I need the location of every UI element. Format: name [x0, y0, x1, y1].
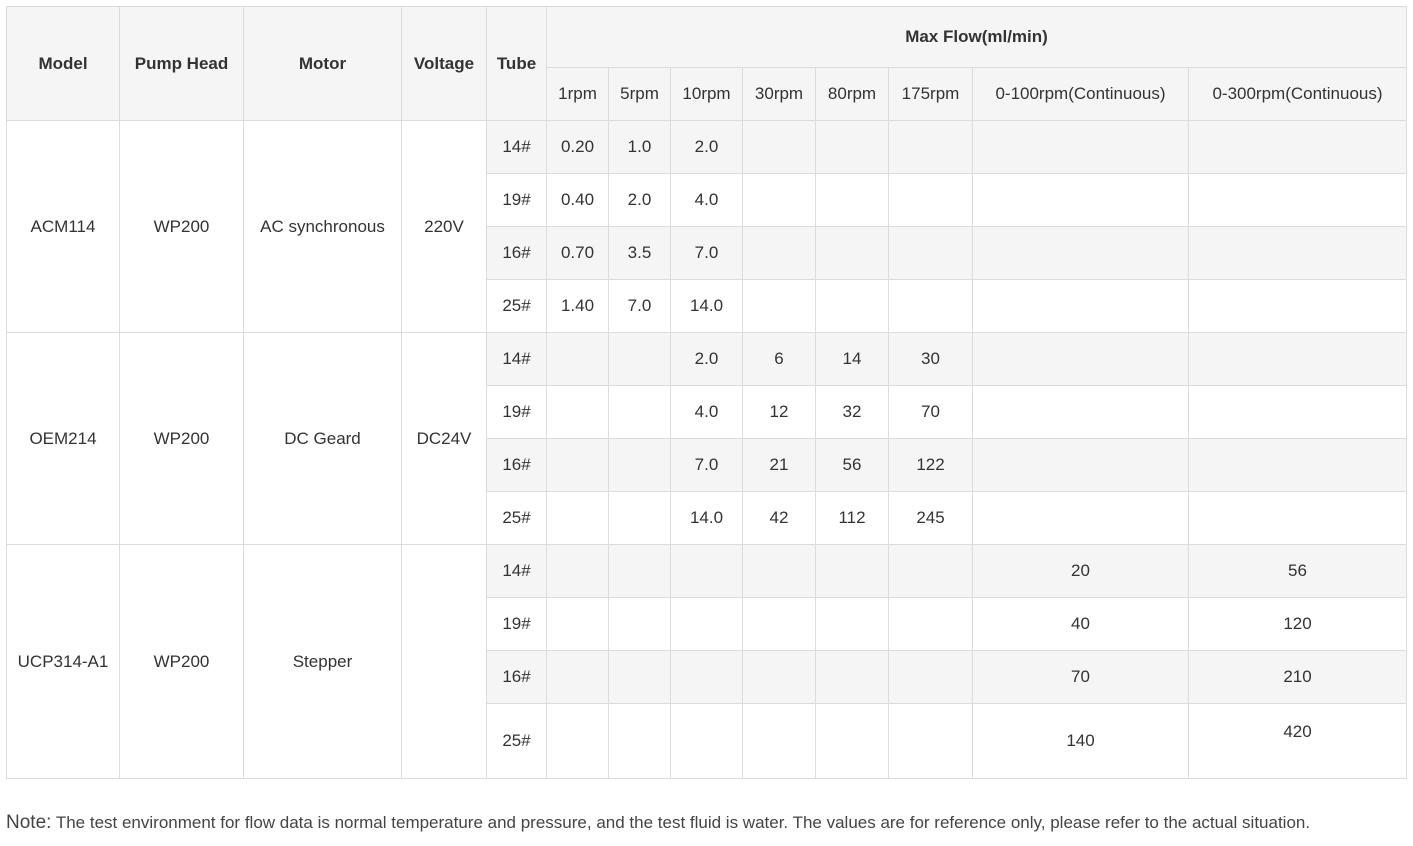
flow-value-cell: 56	[816, 439, 889, 492]
flow-value-cell: 40	[973, 598, 1189, 651]
tube-cell: 25#	[487, 492, 547, 545]
flow-value-cell	[816, 704, 889, 779]
flow-value-cell	[973, 439, 1189, 492]
flow-value-cell: 7.0	[609, 280, 671, 333]
flow-value-cell	[671, 598, 743, 651]
flow-value-cell: 140	[973, 704, 1189, 779]
pump-head-cell: WP200	[120, 545, 244, 779]
flow-value-cell	[889, 280, 973, 333]
tube-cell: 16#	[487, 227, 547, 280]
flow-value-cell	[743, 174, 816, 227]
flow-value-cell: 245	[889, 492, 973, 545]
flow-value-cell	[973, 121, 1189, 174]
header-max-flow: Max Flow(ml/min)	[547, 7, 1407, 68]
flow-value-cell	[973, 333, 1189, 386]
flow-value-cell: 21	[743, 439, 816, 492]
flow-value-cell	[743, 651, 816, 704]
flow-value-cell	[609, 704, 671, 779]
flow-value-cell	[816, 280, 889, 333]
voltage-cell	[402, 545, 487, 779]
tube-cell: 14#	[487, 333, 547, 386]
flow-value-cell: 4.0	[671, 174, 743, 227]
flow-value-cell: 210	[1189, 651, 1407, 704]
flow-value-cell	[547, 545, 609, 598]
note-text: The test environment for flow data is normal temperature and pressure, and the test fluid is water. The values are for reference only, please refer to the actual situation.	[51, 813, 1311, 832]
motor-cell: DC Geard	[244, 333, 402, 545]
model-cell: OEM214	[7, 333, 120, 545]
flow-value-cell: 0.20	[547, 121, 609, 174]
flow-value-cell: 70	[973, 651, 1189, 704]
flow-value-cell: 420	[1189, 704, 1407, 779]
voltage-cell: DC24V	[402, 333, 487, 545]
flow-value-cell: 1.0	[609, 121, 671, 174]
flow-value-cell	[609, 598, 671, 651]
flow-value-cell	[609, 651, 671, 704]
flow-value-cell	[889, 704, 973, 779]
flow-value-cell	[973, 386, 1189, 439]
flow-value-cell	[1189, 492, 1407, 545]
model-cell: ACM114	[7, 121, 120, 333]
flow-value-cell	[816, 174, 889, 227]
header-motor: Motor	[244, 7, 402, 121]
flow-value-cell	[973, 280, 1189, 333]
flow-value-cell: 122	[889, 439, 973, 492]
flow-value-cell	[1189, 227, 1407, 280]
flow-value-cell	[671, 704, 743, 779]
flow-value-cell	[1189, 439, 1407, 492]
flow-value-cell: 4.0	[671, 386, 743, 439]
header-pump-head: Pump Head	[120, 7, 244, 121]
header-speed: 10rpm	[671, 68, 743, 121]
tube-cell: 16#	[487, 651, 547, 704]
flow-value-cell: 20	[973, 545, 1189, 598]
flow-value-cell	[743, 598, 816, 651]
flow-value-cell: 12	[743, 386, 816, 439]
flow-value-cell: 14	[816, 333, 889, 386]
flow-value-cell: 2.0	[671, 333, 743, 386]
flow-value-cell	[1189, 280, 1407, 333]
table-row	[7, 333, 1407, 386]
flow-value-cell: 2.0	[671, 121, 743, 174]
header-speed: 5rpm	[609, 68, 671, 121]
table-row	[7, 121, 1407, 174]
flow-value-cell	[816, 545, 889, 598]
flow-value-cell	[1189, 333, 1407, 386]
tube-cell: 19#	[487, 598, 547, 651]
header-speed: 0-100rpm(Continuous)	[973, 68, 1189, 121]
flow-value-cell: 70	[889, 386, 973, 439]
flow-value-cell	[816, 651, 889, 704]
flow-value-cell	[889, 598, 973, 651]
header-model: Model	[7, 7, 120, 121]
flow-value-cell	[743, 121, 816, 174]
table-body	[7, 121, 1407, 779]
flow-value-cell: 30	[889, 333, 973, 386]
flow-value-cell: 112	[816, 492, 889, 545]
flow-value-cell	[889, 651, 973, 704]
flow-value-cell	[973, 174, 1189, 227]
flow-value-cell	[816, 121, 889, 174]
flow-value-cell	[743, 545, 816, 598]
flow-value-cell	[547, 492, 609, 545]
flow-value-cell: 56	[1189, 545, 1407, 598]
header-speed: 0-300rpm(Continuous)	[1189, 68, 1407, 121]
flow-value-cell: 42	[743, 492, 816, 545]
flow-value-cell	[671, 651, 743, 704]
flow-value-cell	[609, 545, 671, 598]
header-speed: 80rpm	[816, 68, 889, 121]
flow-value-cell	[1189, 174, 1407, 227]
voltage-cell: 220V	[402, 121, 487, 333]
flow-value-cell: 1.40	[547, 280, 609, 333]
flow-value-cell	[973, 492, 1189, 545]
flow-value-cell	[547, 439, 609, 492]
flow-value-cell	[547, 386, 609, 439]
flow-value-cell	[816, 598, 889, 651]
flow-value-cell: 2.0	[609, 174, 671, 227]
pump-head-cell: WP200	[120, 121, 244, 333]
flow-value-cell	[1189, 386, 1407, 439]
flow-value-cell	[889, 545, 973, 598]
flow-value-cell	[889, 227, 973, 280]
tube-cell: 14#	[487, 545, 547, 598]
tube-cell: 19#	[487, 174, 547, 227]
flow-value-cell	[547, 598, 609, 651]
flow-value-cell: 3.5	[609, 227, 671, 280]
note-label: Note:	[6, 812, 52, 833]
flow-value-cell	[816, 227, 889, 280]
tube-cell: 25#	[487, 280, 547, 333]
tube-cell: 16#	[487, 439, 547, 492]
flow-value-cell	[671, 545, 743, 598]
flow-value-cell: 0.70	[547, 227, 609, 280]
table-row	[7, 545, 1407, 598]
pump-head-cell: WP200	[120, 333, 244, 545]
motor-cell: Stepper	[244, 545, 402, 779]
flow-value-cell: 7.0	[671, 439, 743, 492]
flow-value-cell	[743, 704, 816, 779]
header-speed: 1rpm	[547, 68, 609, 121]
flow-value-cell	[743, 227, 816, 280]
model-cell: UCP314-A1	[7, 545, 120, 779]
flow-value-cell	[609, 333, 671, 386]
tube-cell: 19#	[487, 386, 547, 439]
flow-value-cell	[889, 121, 973, 174]
flow-value-cell: 14.0	[671, 492, 743, 545]
flow-spec-table	[6, 6, 1407, 779]
header-voltage: Voltage	[402, 7, 487, 121]
flow-value-cell: 32	[816, 386, 889, 439]
flow-value-cell	[889, 174, 973, 227]
flow-value-cell: 0.40	[547, 174, 609, 227]
flow-value-cell	[973, 227, 1189, 280]
flow-value-cell	[609, 439, 671, 492]
flow-value-cell: 14.0	[671, 280, 743, 333]
flow-value-cell	[547, 704, 609, 779]
flow-value-cell	[609, 492, 671, 545]
flow-value-cell: 7.0	[671, 227, 743, 280]
flow-value-cell	[1189, 121, 1407, 174]
flow-value-cell: 120	[1189, 598, 1407, 651]
flow-value-cell: 6	[743, 333, 816, 386]
flow-value-cell	[547, 651, 609, 704]
flow-value-cell	[547, 333, 609, 386]
motor-cell: AC synchronous	[244, 121, 402, 333]
tube-cell: 14#	[487, 121, 547, 174]
tube-cell: 25#	[487, 704, 547, 779]
flow-value-cell	[609, 386, 671, 439]
footnote	[6, 812, 1310, 834]
flow-value-cell	[743, 280, 816, 333]
header-speed: 30rpm	[743, 68, 816, 121]
header-speed: 175rpm	[889, 68, 973, 121]
header-tube: Tube	[487, 7, 547, 121]
